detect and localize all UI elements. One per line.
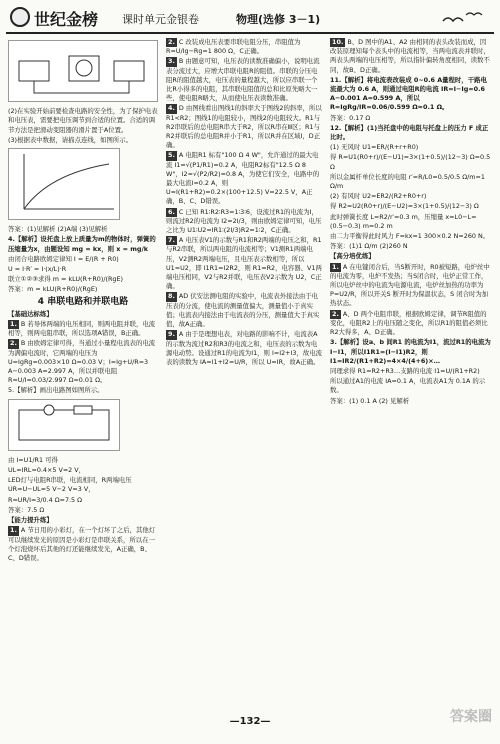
c7-text: A 电压表V1的示数与R1和R2两端的电压之和，R1与R2串联，所以两电阻的电流相等；V1测R1两端电压，V2测R2两端电压，且电压表示数相等，所以 U1=U2，即 I1R1=I2R2，则 R1=R2，电容器、V1两端电压相同，V2与R2并联，电压表V2示数为 U2，C正确。: [166, 236, 322, 291]
c2-text: C 改装成电压表要串联电阻分压，串阻值为 R=U/Ig−Rg=1 800 Ω，C正确。: [166, 38, 301, 56]
d12-line6: 此时弹簧长度 L=R2/r′=0.3 m，压缩量 x=L0−L=(0.5−0.3) m=0.2 m: [330, 212, 477, 230]
column-right: [330, 38, 492, 698]
d12-answer: 答案：(1)1 Ω/m (2)260 N: [330, 242, 408, 251]
b1: [8, 526, 158, 563]
a1-num: 1.: [10, 320, 17, 329]
e1: [330, 263, 492, 309]
d10-num: 10.: [332, 38, 344, 46]
d12-line1: (1) 无风时 U1=ER/(R+r+R0): [330, 143, 419, 152]
a1-text: B 若导体两端的电压相同，则两电阻并联，电流相等，则两电阻串联，所以选项A错误，B正确。: [8, 320, 156, 338]
a2-text: B 由欧姆定律可得，当通过小量程电流表的电流为满偏电流时，它两端的电压为 U=IgRg=0.003×10 Ω=0.03 V；I=Ig+U/R=3 A−0.003 A=2.997 A，所以并联电阻 R=U/I=0.03/2.997 Ω=0.01 Ω。: [8, 339, 156, 385]
e1-num: 1.: [332, 262, 339, 271]
e2: [330, 310, 492, 338]
c3-text: B 由题意可知，电压表的读数准确偏小，说明电流表分流过大，应增大串联电阻R的阻值。串联的分压电阻R的阻值越大，电压表的量程越大，所以应串联一个比R小得多的电阻，其串联电阻值的总和比原先略大一些，使电阻R略大，从而使电压表读数准确。: [166, 57, 320, 103]
a5-line3: LED灯与电阻R串联，电流相同，R两端电压 UR=U−UL=5 V−2 V=3 V，: [8, 476, 132, 494]
c4-num: 4.: [168, 104, 175, 113]
e2-num: 2.: [332, 309, 339, 318]
page-number: —132—: [229, 716, 271, 727]
d11-text: 11.【解析】将电流表改装成 0~0.6 A量程时，干路电流最大为 0.6 A，则通过电阻R的电流 IR=I−Ig=0.6 A−0.001 A=0.599 A，所以 R=IgRg/IR=0.06/0.599 Ω≈0.1 Ω。: [330, 75, 487, 112]
e3-line2: 同理求得 R1=R2+R3…支路的电流 I1=U/(R1+R2): [330, 366, 480, 375]
d12-line7: 由二力平衡得此时风力 F=kx=1 300×0.2 N=260 N。: [330, 232, 490, 241]
d10-text: B、D 图中的A1、A2 由相同的表头改装而成，因改装原理知每个表头中的电流相等，当两电流表并联时，两表头两端的电压相等，所以指针偏转角度相同，读数不同，故B、D正确。: [330, 38, 490, 74]
c3: [166, 57, 322, 103]
led-circuit-figure: [8, 399, 120, 451]
c8-text: AD 伏安法测电阻的实验中，电流表外接法由于电压表的分流，使电流的测量值偏大，测量值小于真实值；电流表内接法由于电流表的分压，测量值大于真实值，故A正确。: [166, 292, 320, 329]
circuit-figure: [8, 40, 158, 102]
c2-num: 2.: [168, 38, 175, 46]
a1: [8, 320, 158, 338]
b1-num: 1.: [10, 526, 17, 535]
iu-graph: [8, 148, 120, 220]
q3-answer: 答案：(1)见解析 (2)A端 (3)见解析: [8, 225, 108, 234]
a5-line4: R=UR/I=3/0.4 Ω=7.5 Ω: [8, 495, 83, 504]
b1-text: A 节日用的小彩灯，在一个灯坏了之后，其他灯可以继续发光的原因是小彩灯是串联关系，所以在一个灯泡烧坏后其他的灯还能继续发光，A正确，B、C、D错误。: [8, 526, 156, 562]
e3-line3: 所以通过A1的电流 IA=0.1 A，电流表A1为 0.1A 的示数。: [330, 377, 486, 395]
a5-answer: 答案：7.5 Ω: [8, 505, 45, 514]
q4-text: 4.【解析】设托盘上放上质量为m的物体时，弹簧的压缩量为x，由题设知 mg = kx，则 x = mg/k: [8, 235, 156, 253]
c2: [166, 38, 322, 56]
a2-num: 2.: [10, 339, 17, 348]
c7-num: 7.: [168, 236, 175, 245]
d12-line5: 得 R2=U2(R0+r)/(E−U2)=3×(1+0.5)/(12−3) Ω: [330, 202, 479, 211]
logo-icon: [10, 7, 30, 27]
column-middle: [166, 38, 322, 698]
e3-answer: 答案：(1) 0.1 A (2) 见解析: [330, 396, 410, 405]
c3-num: 3.: [168, 57, 175, 66]
c5: [166, 151, 322, 206]
c4: [166, 104, 322, 150]
q4-line4: 联立①②③求得 m = kLU(R+R0)/(RgE): [8, 275, 124, 284]
c6-text: C 已知 R1∶R2∶R3=1∶3∶6，设流过R1的电流为I，则流过R2的电流为 I2=2I/3，则由欧姆定律可知，电压之比为 U1∶U2=IR1∶(2I/3)R2=1∶2，C正确。: [166, 207, 322, 235]
e2-text: A、D 两个电阻串联，根据欧姆定律，调节R阻值的变化，电阻R2上的电压随之变化，所以R1的阻值必须比R2大得多，A、D正确。: [330, 309, 488, 337]
watermark: 答案圈: [450, 709, 492, 725]
a5-line1: 由 I=U1/R1 可得: [8, 455, 58, 464]
q3-text: (3)根据表中数据，请描点连线，如图所示。: [8, 135, 133, 144]
c9: [166, 330, 322, 367]
c9-num: 9.: [168, 330, 175, 339]
c5-text: A 电阻R1 标有"100 Ω 4 W"，允许通过的最大电流 I1=√(P1/R1)=0.2 A，电阻R2标有"12.5 Ω 8 W"，I2=√(P2/R2)=0.8 A，为使它们安全，电路中的最大电流I=0.2 A，则 U=I(R1+R2)=0.2×(100+12.5) V=22.5 V，A正确，B、C、D错误。: [166, 151, 320, 206]
d11-answer: 答案：0.17 Ω: [330, 113, 371, 122]
a2: [8, 339, 158, 385]
section-title: 4 串联电路和并联电路: [37, 296, 129, 307]
ability-tag: 【能力提升练】: [8, 516, 53, 525]
header: [6, 4, 494, 34]
c6: [166, 208, 322, 236]
c9-text: A 由于是理想电表，对电路的影响不计，电流表A的示数为流过R2和R3的电流之和，电压表的示数为电源电动势。设通过R1的电流为I1，则 I=I2+I3，故电流表的读数为 IA=I1+I2=U/R，所以 U=IR，故A正确。: [166, 330, 322, 366]
excel-tag: 【高分培优练】: [330, 252, 375, 261]
c7: [166, 236, 322, 291]
e1-text: A 在电键闭合后，当S断开时，R0被短路，电炉丝中的电流为零，电炉不发热；当S闭合时，电炉正常工作，所以电炉丝中的电流为电源电流，电炉丝加热的功率为 P=U2/R，所以开关S 断开时为保温状态，S 闭合时为加热状态。: [330, 262, 490, 308]
e3-text: 3.【解析】设a、b 间R1 的电流为I1，流过R1的电流为 I−I1，所以I1R1=(I−I1)R2，则 I1=IR2/(R1+R2)=4×4/(4+6)×…: [330, 338, 491, 365]
logo-text: 世纪金榜: [34, 10, 99, 29]
intro-text: (2)在实验开始前要检查电路的安全性，为了保护电表和电压表，需要把电压调节到合适的位置。合适的调节方法是把滑动变阻器的滑片置于A位置。: [8, 107, 158, 134]
birds-icon: [438, 7, 488, 29]
d12-line2: 得 R=U1(R0+r)/(E−U1)=3×(1+0.5)/(12−3) Ω=0.5 Ω: [330, 153, 491, 171]
c5-num: 5.: [168, 151, 175, 160]
series-title: 课时单元金银卷: [122, 13, 199, 26]
q4-line3: U = I·R′ = I·(x/L)·R: [8, 265, 67, 274]
c8: [166, 292, 322, 329]
c8-num: 8.: [168, 292, 175, 301]
d12-text: 12.【解析】(1)当托盘中的电阻与托盘上的压力 F 成正比时。: [330, 123, 489, 142]
q4-answer: 答案：m = kLU(R+R0)/(RgE): [8, 285, 98, 294]
subject-title: 物理(选修 3－1): [236, 13, 321, 26]
d12-line4: (2) 有风时 U2=ER2/(R2+R0+r): [330, 192, 427, 201]
d10: [330, 38, 492, 75]
c4-text: D 由图线看出图线1的斜率大于图线2的斜率，所以R1<R2；图线1的电阻较小，图线2的电阻较大。R1与R2串联后的总电阻R串大于R2，所以R串在Ⅲ区；R1与R2并联后的总电阻R并小于R1，所以R并在区域Ⅰ，D正确。: [166, 104, 322, 150]
basic-tag: 【基础达标练】: [8, 309, 53, 318]
a5-line2: UL=IRL=0.4×5 V=2 V，: [8, 466, 86, 475]
a5-text: 5.【解析】画出电路图如图所示。: [8, 386, 104, 395]
q4-line2: 由闭合电路欧姆定律知 I = E/(R + R0): [8, 254, 119, 263]
d12-line3: 所以金属杆单位长度的电阻 r′=R/L0=0.5/0.5 Ω/m=1 Ω/m: [330, 172, 485, 191]
c6-num: 6.: [168, 207, 175, 216]
column-left: [8, 38, 158, 698]
